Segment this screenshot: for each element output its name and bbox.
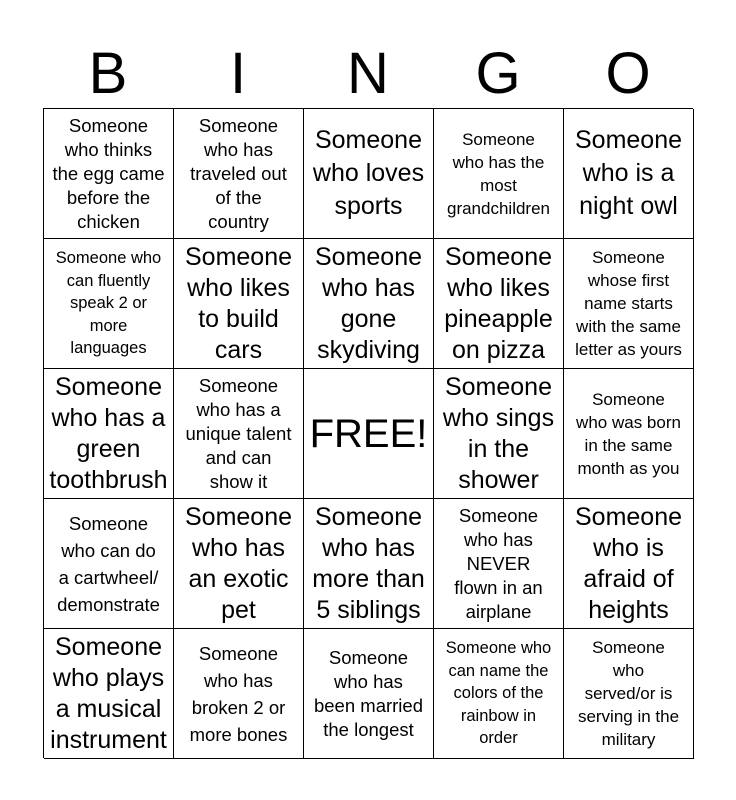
cell-text: Someone who loves sports xyxy=(312,126,425,220)
bingo-cell-r2-c5 xyxy=(564,239,694,369)
bingo-cell-r3-c2 xyxy=(174,369,304,499)
cell-text: Someone who has gone skydiving xyxy=(314,242,423,364)
bingo-cell-r5-c2 xyxy=(174,629,304,759)
cell-text: Someone who sings in the shower xyxy=(442,372,555,494)
cell-text: Someone who has NEVER flown in an airplane xyxy=(454,504,543,622)
bingo-cell-r2-c2 xyxy=(174,239,304,369)
bingo-cell-r5-c1 xyxy=(44,629,174,759)
bingo-cell-free xyxy=(304,369,434,499)
header-letter-g: G xyxy=(475,41,521,106)
cell-text: Someone who thinks the egg came before the chicken xyxy=(52,114,165,232)
bingo-cell-r4-c5 xyxy=(564,499,694,629)
cell-text: Someone who was born in the same month as you xyxy=(576,389,681,478)
cell-text: Someone who has broken 2 or more bones xyxy=(189,642,288,745)
cell-text: Someone who is a night owl xyxy=(574,126,683,220)
bingo-cell-r4-c2 xyxy=(174,499,304,629)
header-letter-o: O xyxy=(605,41,651,106)
bingo-cell-r1-c1 xyxy=(44,109,174,239)
header-letter-b: B xyxy=(88,41,128,106)
cell-text: Someone who can do a cartwheel/ demonstrate xyxy=(57,512,160,615)
bingo-cell-r4-c1 xyxy=(44,499,174,629)
cell-text: Someone who likes pineapple on pizza xyxy=(444,242,553,364)
bingo-cell-r1-c5 xyxy=(564,109,694,239)
free-space-label: FREE! xyxy=(309,411,428,456)
bingo-cell-r1-c2 xyxy=(174,109,304,239)
cell-text: Someone who has a unique talent and can show it xyxy=(185,374,292,492)
bingo-cell-r3-c4 xyxy=(434,369,564,499)
bingo-cell-r2-c3 xyxy=(304,239,434,369)
bingo-cell-r3-c1 xyxy=(44,369,174,499)
bingo-cell-r5-c4 xyxy=(434,629,564,759)
cell-text: Someone who has an exotic pet xyxy=(184,502,293,624)
header-letter-n: N xyxy=(347,41,389,106)
cell-text: Someone who has more than 5 siblings xyxy=(312,502,425,624)
cell-text: Someone who can name the colors of the rainbow in order xyxy=(445,639,552,748)
bingo-cell-r4-c4 xyxy=(434,499,564,629)
header-letter-i: I xyxy=(229,41,247,106)
bingo-grid xyxy=(43,108,693,758)
bingo-cell-r1-c3 xyxy=(304,109,434,239)
cell-text: Someone who has been married the longest xyxy=(313,646,423,740)
cell-text: Someone who likes to build cars xyxy=(184,242,293,364)
cell-text: Someone whose first name starts with the same letter as yours xyxy=(575,248,682,359)
bingo-cell-r4-c3 xyxy=(304,499,434,629)
cell-text: Someone who served/or is serving in the military xyxy=(577,638,680,749)
cell-text: Someone who is afraid of heights xyxy=(574,502,683,624)
bingo-cell-r3-c5 xyxy=(564,369,694,499)
cell-text: Someone who has traveled out of the country xyxy=(190,114,287,232)
cell-text: Someone who has the most grandchildren xyxy=(446,129,550,218)
cell-text: Someone who has a green toothbrush xyxy=(49,372,168,494)
bingo-cell-r2-c4 xyxy=(434,239,564,369)
cell-text: Someone who can fluently speak 2 or more languages xyxy=(55,249,162,358)
bingo-header xyxy=(43,40,693,108)
bingo-cell-r1-c4 xyxy=(434,109,564,239)
bingo-cell-r2-c1 xyxy=(44,239,174,369)
bingo-cell-r5-c5 xyxy=(564,629,694,759)
cell-text: Someone who plays a musical instrument xyxy=(50,632,167,754)
bingo-cell-r5-c3 xyxy=(304,629,434,759)
